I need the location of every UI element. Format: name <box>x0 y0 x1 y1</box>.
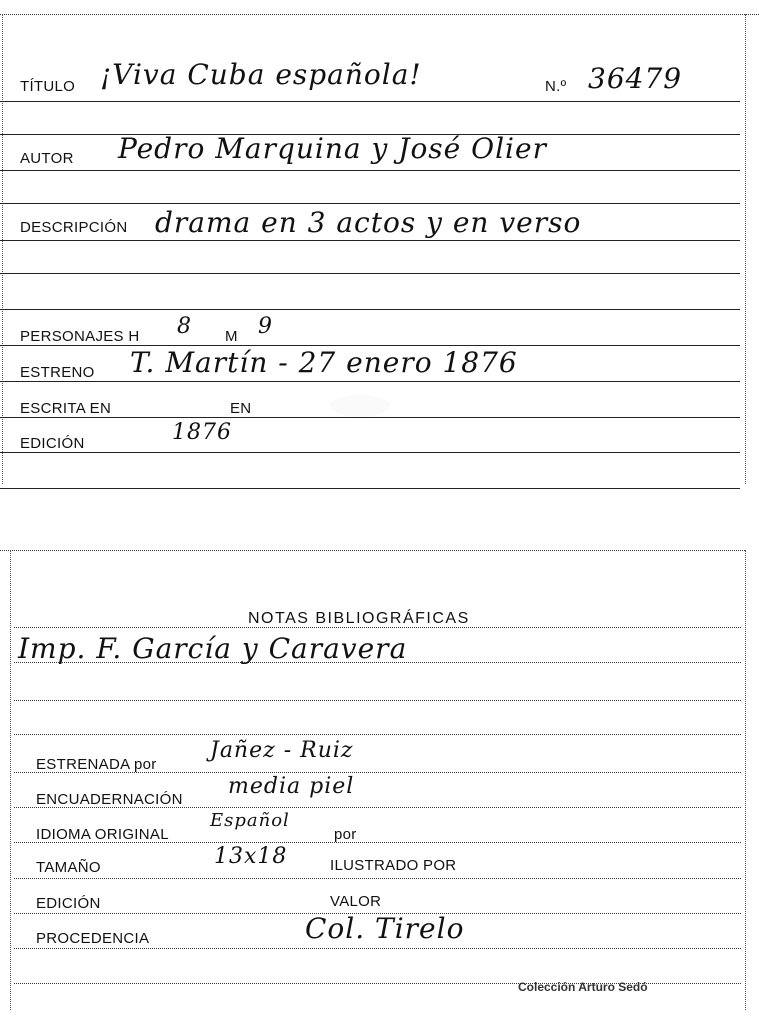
rule-line <box>14 948 741 949</box>
estrenada-value: Jañez - Ruiz <box>210 738 354 763</box>
estrenada-label: ESTRENADA por <box>36 756 157 773</box>
autor-value: Pedro Marquina y José Olier <box>118 132 547 165</box>
escrita-en-label: EN <box>230 400 252 417</box>
procedencia-label: PROCEDENCIA <box>36 930 150 947</box>
card-top-edge <box>0 14 759 15</box>
personajes-m-value: 9 <box>258 314 273 339</box>
card-top-edge <box>0 550 745 551</box>
notes-value: Imp. F. García y Caravera <box>18 632 408 665</box>
rule-line <box>0 452 740 453</box>
encuadernacion-value: media piel <box>228 774 355 799</box>
autor-label: AUTOR <box>20 150 74 167</box>
idioma-value: Español <box>210 810 290 831</box>
personajes-h-label: PERSONAJES H <box>20 328 140 345</box>
rule-line <box>14 734 741 735</box>
number-value: 36479 <box>588 62 683 95</box>
escrita-label: ESCRITA EN <box>20 400 112 417</box>
idioma-label: IDIOMA ORIGINAL <box>36 826 169 843</box>
estreno-value: T. Martín - 27 enero 1876 <box>130 346 518 379</box>
rule-line <box>0 203 740 204</box>
rule-line <box>14 700 741 701</box>
card-right-edge <box>745 14 746 484</box>
card-left-edge <box>10 550 11 1010</box>
encuadernacion-label: ENCUADERNACIÓN <box>36 791 183 808</box>
rule-line <box>0 170 740 171</box>
collection-footer: Colección Arturo Sedó <box>518 980 648 994</box>
idioma-por-label: por <box>334 826 357 843</box>
stain-mark <box>330 395 390 417</box>
rule-line <box>0 240 740 241</box>
card-left-edge <box>2 14 3 484</box>
notas-heading: NOTAS BIBLIOGRÁFICAS <box>248 610 470 627</box>
valor-label: VALOR <box>330 893 382 910</box>
personajes-m-label: M <box>225 328 238 345</box>
descripcion-value: drama en 3 actos y en verso <box>155 206 582 239</box>
ilustrado-label: ILUSTRADO POR <box>330 857 457 874</box>
edicion-label: EDICIÓN <box>36 895 101 912</box>
edicion-label: EDICIÓN <box>20 435 85 452</box>
rule-line <box>0 381 740 382</box>
number-label: N.º <box>545 78 567 95</box>
catalog-card-top <box>0 0 759 500</box>
rule-line <box>0 309 740 310</box>
rule-line <box>0 273 740 274</box>
rule-line <box>0 488 740 489</box>
personajes-h-value: 8 <box>177 314 192 339</box>
estreno-label: ESTRENO <box>20 364 95 381</box>
descripcion-label: DESCRIPCIÓN <box>20 219 128 236</box>
rule-line <box>0 101 740 102</box>
tamano-label: TAMAÑO <box>36 859 101 876</box>
procedencia-value: Col. Tirelo <box>305 912 465 945</box>
catalog-card-bottom <box>0 540 759 1028</box>
titulo-value: ¡Viva Cuba española! <box>100 58 422 91</box>
tamano-value: 13x18 <box>214 844 288 869</box>
titulo-label: TÍTULO <box>20 78 76 95</box>
rule-line <box>14 878 741 879</box>
edicion-value: 1876 <box>172 420 232 445</box>
rule-line <box>0 417 740 418</box>
card-right-edge <box>745 550 746 1010</box>
